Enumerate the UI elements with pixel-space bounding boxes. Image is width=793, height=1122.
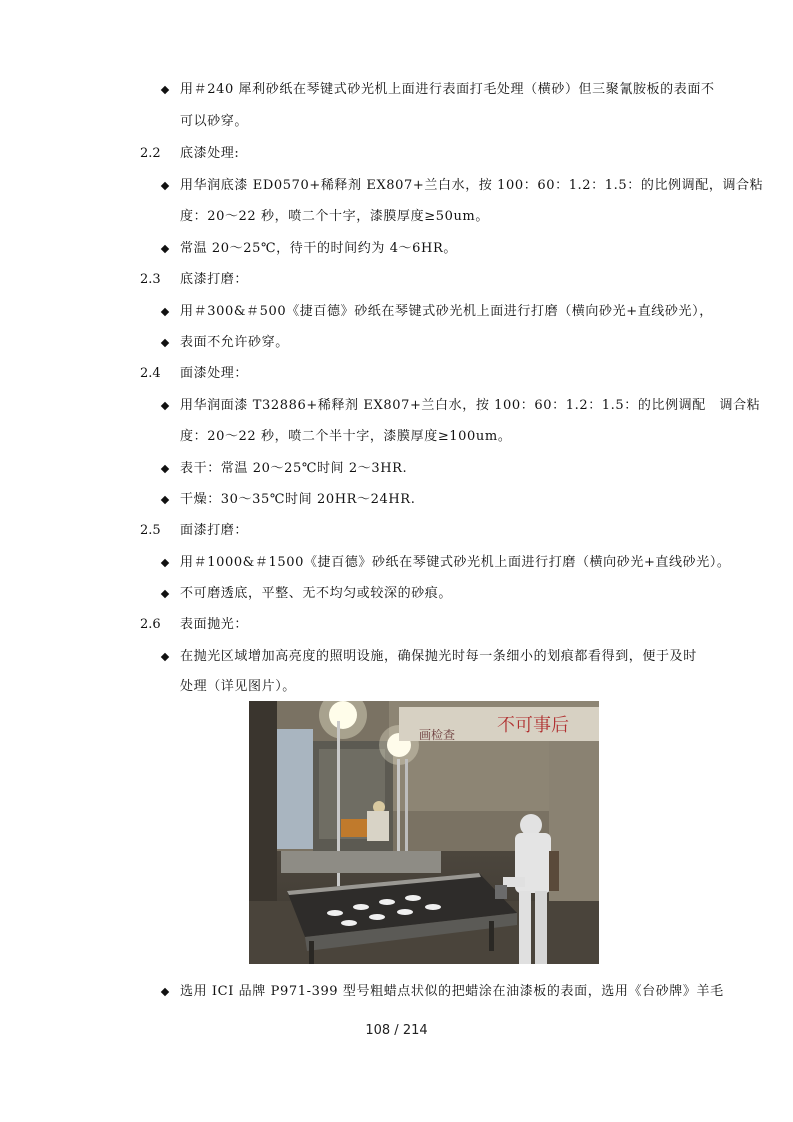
paragraph-line: 度：20～22 秒，喷二个半十字，漆膜厚度≥100um。 <box>180 429 512 444</box>
section-number: 2.6 <box>140 617 161 632</box>
section-title: 面漆打磨： <box>180 523 249 538</box>
sign-text-red: 不可事后 <box>497 715 569 736</box>
bullet-marker <box>161 308 169 316</box>
section-number: 2.4 <box>140 366 161 381</box>
paragraph-line: 用华润底漆 ED0570+稀释剂 EX807+兰白水，按 100：60：1.2：1.5：的比例调配，调合粘 <box>180 178 764 193</box>
paragraph-line: 不可磨透底，平整、无不均匀或较深的砂痕。 <box>180 586 453 601</box>
paragraph-line: 表干：常温 20～25℃时间 2～3HR. <box>180 461 408 476</box>
paragraph-line: 度：20～22 秒，喷二个十字，漆膜厚度≥50um。 <box>180 209 489 224</box>
paragraph-line: 在抛光区域增加高亮度的照明设施，确保抛光时每一条细小的划痕都看得到，便于及时 <box>180 649 697 664</box>
bullet-marker <box>161 245 169 253</box>
section-number: 2.2 <box>140 146 161 161</box>
bullet-marker <box>161 339 169 347</box>
bullet-marker <box>161 653 169 661</box>
bullet-marker <box>161 559 169 567</box>
paragraph-line: 用华润面漆 T32886+稀释剂 EX807+兰白水，按 100：60：1.2：1.5：的比例调配 调合粘 <box>180 398 761 413</box>
workshop-photo <box>249 701 599 964</box>
bullet-marker <box>161 86 169 94</box>
sign-text-small: 画检查 <box>419 728 456 742</box>
paragraph-line: 表面不允许砂穿。 <box>180 335 289 350</box>
section-title: 面漆处理： <box>180 366 249 381</box>
section-title: 底漆打磨： <box>180 272 249 287</box>
bullet-marker <box>161 988 169 996</box>
bullet-marker <box>161 402 169 410</box>
section-title: 表面抛光： <box>180 617 249 632</box>
paragraph-line: 用＃300&＃500《捷百德》砂纸在琴键式砂光机上面进行打磨（横向砂光+直线砂光）， <box>180 304 713 319</box>
bullet-marker <box>161 496 169 504</box>
section-number: 2.5 <box>140 523 161 538</box>
page-number: 108 / 214 <box>365 1023 428 1038</box>
section-title: 底漆处理: <box>180 146 240 161</box>
paragraph-line: 干燥：30～35℃时间 20HR～24HR. <box>180 492 416 507</box>
bullet-marker <box>161 465 169 473</box>
section-number: 2.3 <box>140 272 161 287</box>
paragraph-line: 用＃1000&＃1500《捷百德》砂纸在琴键式砂光机上面进行打磨（横向砂光+直线砂光）。 <box>180 555 731 570</box>
paragraph-line: 处理（详见图片）。 <box>180 679 296 694</box>
paragraph-line: 用＃240 犀利砂纸在琴键式砂光机上面进行表面打毛处理（横砂）但三聚氰胺板的表面不 <box>180 82 715 97</box>
workshop-photo-illustration <box>249 701 599 964</box>
bullet-marker <box>161 590 169 598</box>
paragraph-line: 常温 20～25℃，待干的时间约为 4～6HR。 <box>180 241 457 256</box>
bullet-marker <box>161 182 169 190</box>
paragraph-line: 可以砂穿。 <box>180 114 249 129</box>
paragraph-line: 选用 ICI 品牌 P971-399 型号粗蜡点状似的把蜡涂在油漆板的表面，选用《台砂牌》羊毛 <box>180 984 724 999</box>
